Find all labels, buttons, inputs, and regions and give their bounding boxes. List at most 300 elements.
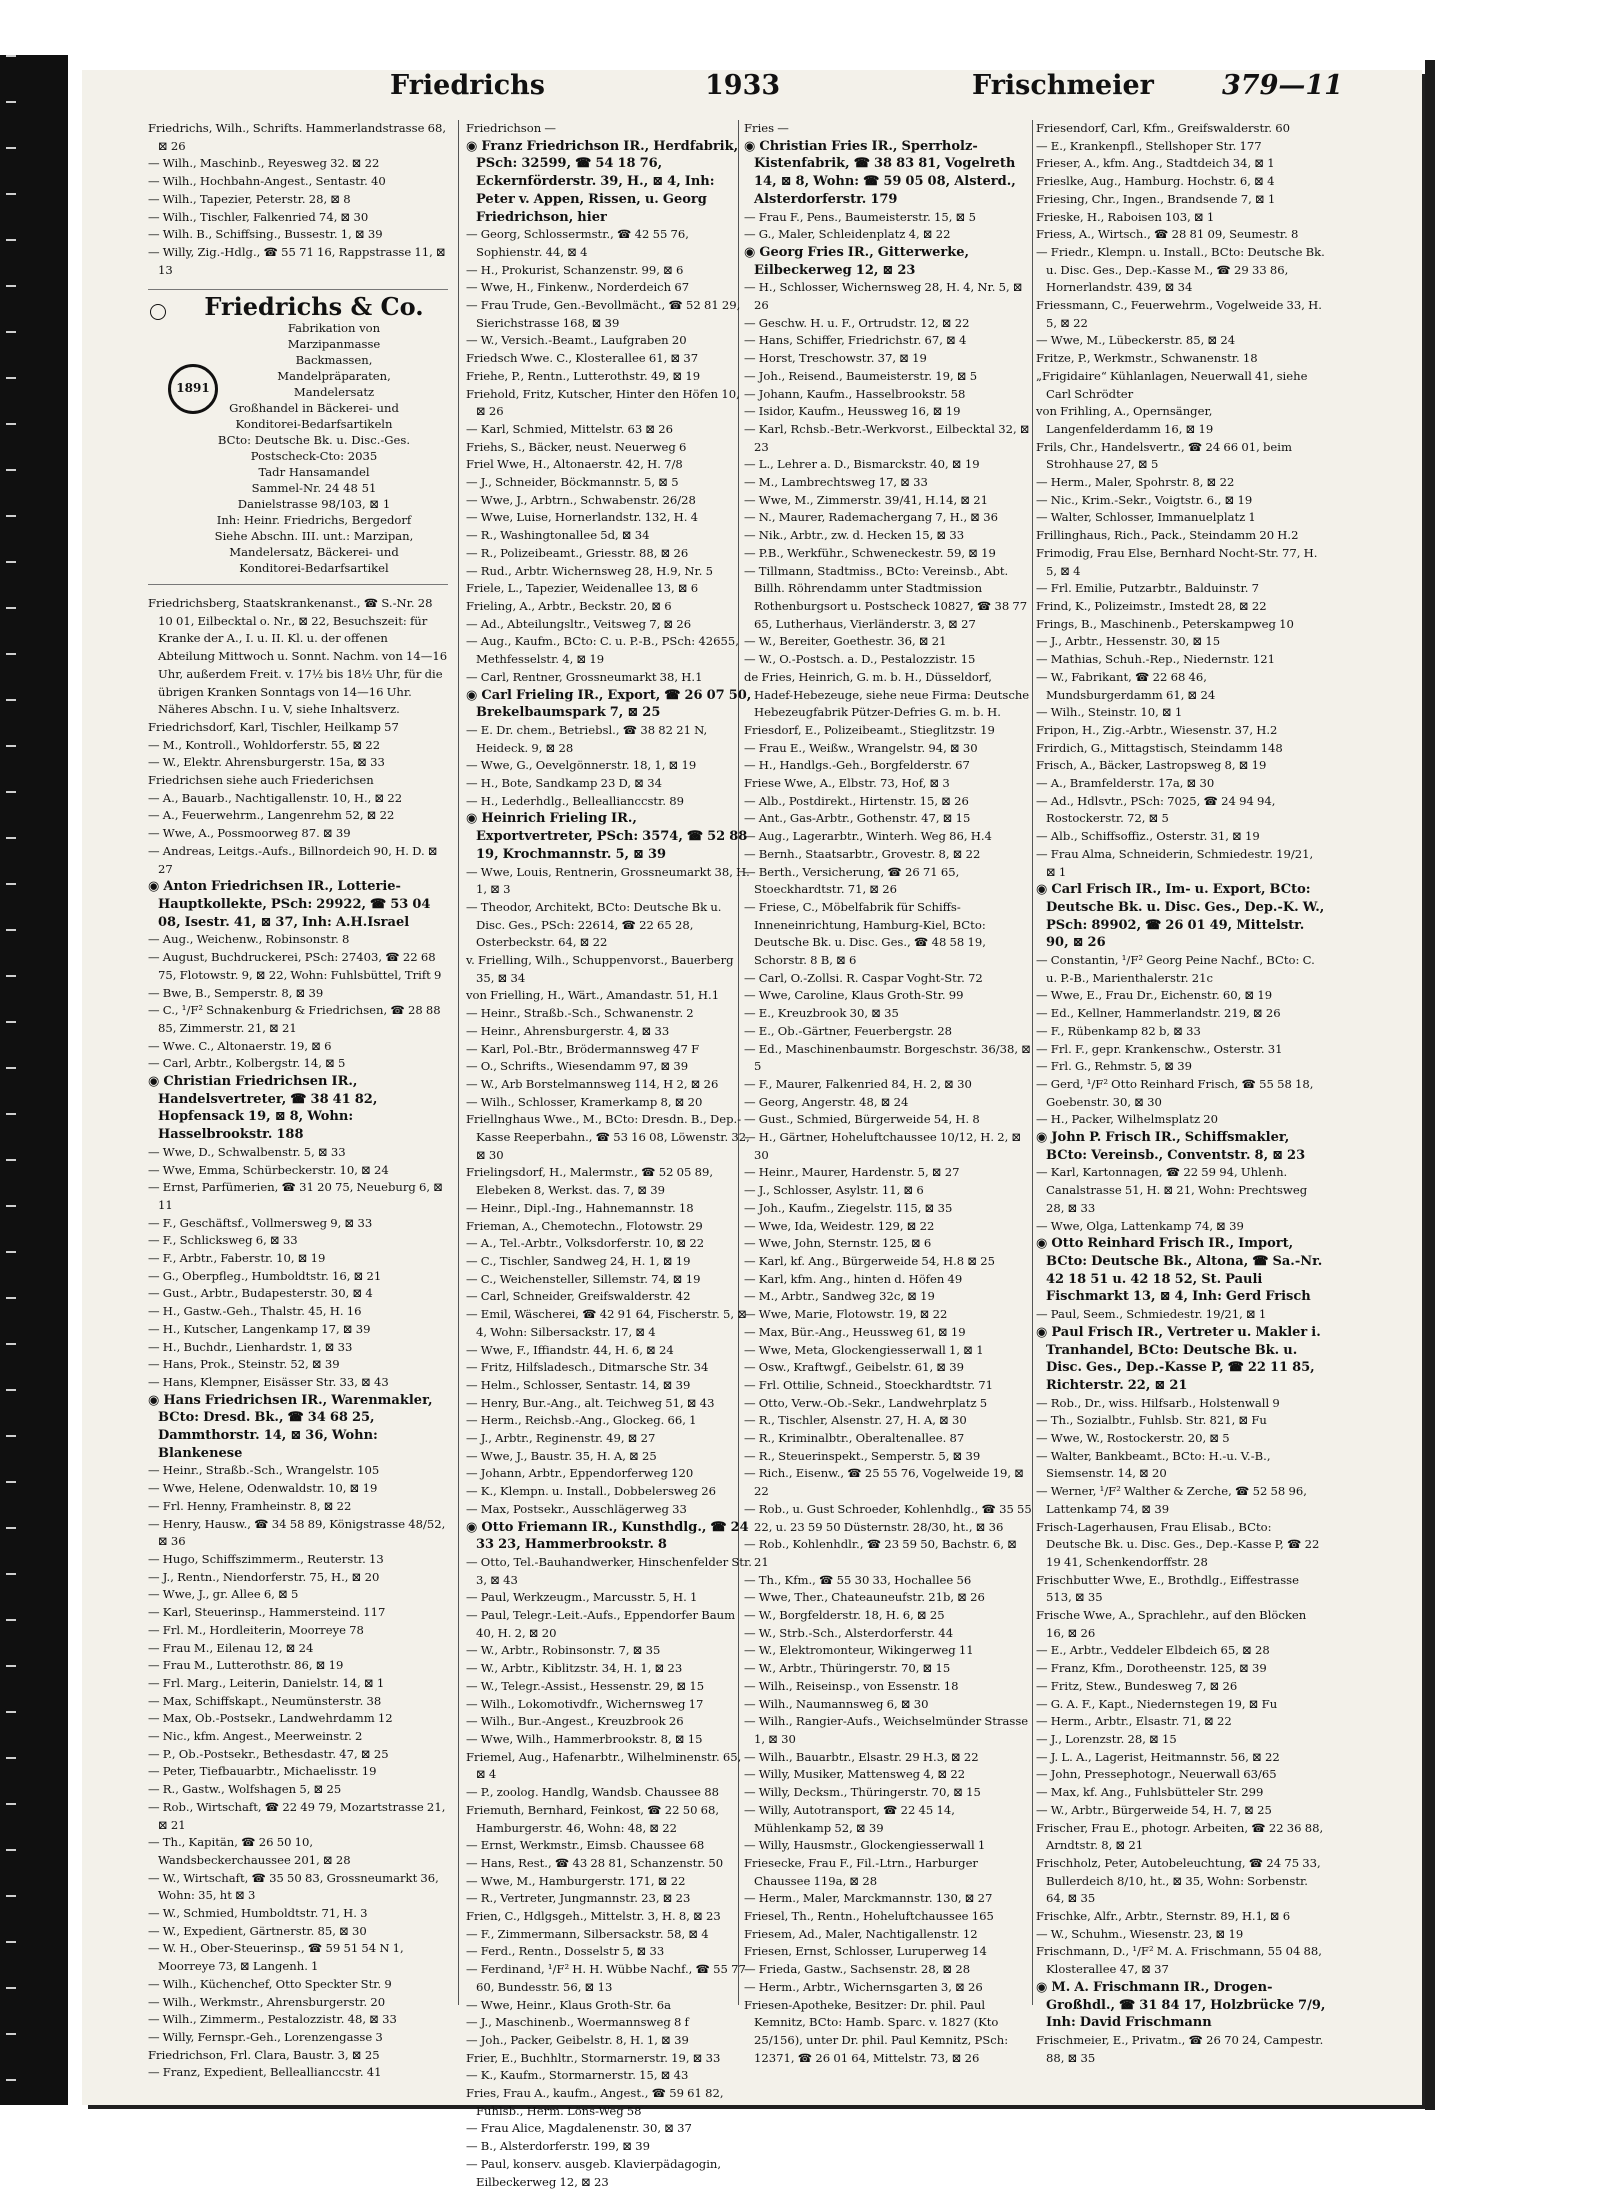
directory-entry: — Wilh., Tischler, Falkenried 74, ⊠ 30 [148,209,369,224]
directory-entry: — Friedr., Klempn. u. Install., BCto: Deutsche Bk. u. Disc. Ges., Dep.-Kasse M., ☎ 29 33 86, Hornerlandstr. 439, ⊠ 34 [1036,244,1325,295]
directory-entry: — Wilh., Küchenchef, Otto Speckter Str. 9 [148,1976,392,1991]
column-3-entries [744,120,1032,2067]
ad-line: Danielstrasse 98/103, ⊠ 1 [237,497,391,512]
directory-entry: — E., Krankenpfl., Stellshoper Str. 177 [1036,138,1262,153]
directory-entry: Friesen-Apotheke, Besitzer: Dr. phil. Paul Kemnitz, BCto: Hamb. Sparc. v. 1827 (Kto 25/156), unter Dr. phil. Paul Kemnitz, PSch: 12371, ☎ 26 01 64, Mittelstr. 73, ⊠ 26 [744,1997,1009,2065]
directory-entry: — F., Rübenkamp 82 b, ⊠ 33 [1036,1023,1201,1038]
directory-entry: — B., Alsterdorferstr. 199, ⊠ 39 [466,2139,650,2154]
directory-entry: — Georg, Schlossermstr., ☎ 42 55 76, Sophienstr. 44, ⊠ 4 [466,227,689,259]
directory-entry: Frieling, A., Arbtr., Beckstr. 20, ⊠ 6 [466,598,672,613]
directory-entry: — Wilh., Reiseinsp., von Essenstr. 18 [744,1678,959,1693]
directory-entry: — Constantin, ¹/F² Georg Peine Nachf., BCto: C. u. P.-B., Marienthalerstr. 21c [1036,953,1315,985]
directory-entry: Friess, A., Wirtsch., ☎ 28 81 09, Seumestr. 8 [1036,227,1299,242]
directory-entry: — Berth., Versicherung, ☎ 26 71 65, Stoeckhardtstr. 71, ⊠ 26 [744,864,960,897]
directory-entry: — Max, Bür.-Ang., Heussweg 61, ⊠ 19 [744,1324,966,1339]
ad-line: Konditorei-Bedarfsartikel [239,561,389,576]
directory-entry: — Tillmann, Stadtmiss., BCto: Vereinsb., Abt. Billh. Röhrendamm unter Stadtmission Rothenburgsort u. Postscheck 10827, ☎ 38 77 65, Lutherhaus, Vierländerstr. 3, ⊠ 27 [744,563,1028,631]
directory-entry: — Ernst, Werkmstr., Eimsb. Chaussee 68 [466,1838,705,1853]
directory-entry: — Joh., Packer, Geibelstr. 8, H. 1, ⊠ 39 [466,2032,689,2047]
directory-entry: — Paul, Telegr.-Leit.-Aufs., Eppendorfer Baum 40, H. 2, ⊠ 20 [466,1608,736,1640]
directory-entry: — Wwe, Louis, Rentnerin, Grossneumarkt 38, H. 1, ⊠ 3 [466,864,750,897]
ad-line: BCto: Deutsche Bk. u. Disc.-Ges. [217,433,411,448]
directory-entry: — Max, Schiffskapt., Neumünsterstr. 38 [148,1693,382,1708]
directory-entry: Friesem, Ad., Maler, Nachtigallenstr. 12 [744,1926,978,1941]
directory-entry: Friehe, P., Rentn., Lutterothstr. 49, ⊠ 19 [466,368,701,383]
directory-entry: Friesecke, Frau F., Fil.-Ltrn., Harburger Chaussee 119a, ⊠ 28 [744,1855,978,1888]
directory-entry: — J., Arbtr., Reginenstr. 49, ⊠ 27 [466,1431,656,1446]
directory-entry: — F., Arbtr., Faberstr. 10, ⊠ 19 [148,1251,326,1266]
directory-entry: Frischbutter Wwe, E., Brothdlg., Eiffestrasse 513, ⊠ 35 [1036,1572,1299,1605]
ad-line: Marzipanmasse [287,337,381,352]
logo-year: 1891 [176,381,210,396]
directory-entry: — J., Rentn., Niendorferstr. 75, H., ⊠ 20 [148,1569,380,1584]
directory-entry: — Joh., Reisend., Baumeisterstr. 19, ⊠ 5 [744,368,978,383]
directory-entry: — Ed., Kellner, Hammerlandstr. 219, ⊠ 26 [1036,1006,1281,1021]
directory-entry: — Carl, Arbtr., Kolbergstr. 14, ⊠ 5 [148,1056,346,1071]
directory-entry: — Isidor, Kaufm., Heussweg 16, ⊠ 19 [744,404,961,419]
directory-entry: Frils, Chr., Handelsvertr., ☎ 24 66 01, beim Strohhause 27, ⊠ 5 [1036,439,1292,472]
directory-entry: — Wwe, M., Lübeckerstr. 85, ⊠ 24 [1036,333,1236,348]
directory-entry: — Karl, Steuerinsp., Hammersteind. 117 [148,1605,386,1620]
directory-entry: — Wwe, A., Possmoorweg 87. ⊠ 39 [148,826,351,841]
page-header [0,70,1600,106]
directory-entry: — Aug., Weichenw., Robinsonstr. 8 [148,932,350,947]
directory-entry: — Wilh., Werkmstr., Ahrensburgerstr. 20 [148,1994,386,2009]
directory-entry: — H., Gastw.-Geh., Thalstr. 45, H. 16 [148,1304,362,1319]
directory-column-2 [466,120,752,2189]
column-divider [1032,120,1033,2005]
company-logo [168,364,218,414]
directory-entry: — W., Wirtschaft, ☎ 35 50 83, Grossneumarkt 36, Wohn: 35, ht ⊠ 3 [148,1870,439,1903]
directory-entry: — W., Arbtr., Bürgerweide 54, H. 7, ⊠ 25 [1036,1802,1272,1817]
directory-entry: Frien, C., Hdlgsgeh., Mittelstr. 3, H. 8, ⊠ 23 [466,1909,721,1924]
directory-entry: — Fritz, Hilfsladesch., Ditmarsche Str. 34 [466,1360,709,1375]
directory-entry: — H., Handlgs.-Geh., Borgfelderstr. 67 [744,758,970,773]
directory-entry: — Hans, Rest., ☎ 43 28 81, Schanzenstr. 50 [466,1855,724,1870]
directory-entry: — Herm., Arbtr., Wichernsgarten 3, ⊠ 26 [744,1979,983,1994]
directory-entry: — C., Weichensteller, Sillemstr. 74, ⊠ 19 [466,1271,701,1286]
directory-entry: — Frl. Emilie, Putzarbtr., Balduinstr. 7 [1036,581,1259,596]
directory-entry: — Ferdinand, ¹/F² H. H. Wübbe Nachf., ☎ 55 77 60, Bundesstr. 56, ⊠ 13 [466,1962,746,1994]
directory-entry: — Frl. Marg., Leiterin, Danielstr. 14, ⊠ 1 [148,1675,385,1690]
column-4-entries [1036,120,1326,2067]
directory-entry: Frisch, A., Bäcker, Lastropsweg 8, ⊠ 19 [1036,758,1267,773]
directory-entry: — Wwe, W., Rostockerstr. 20, ⊠ 5 [1036,1431,1230,1446]
directory-entry: — Frau Trude, Gen.-Bevollmächt., ☎ 52 81 29, Sierichstrasse 168, ⊠ 39 [466,298,741,330]
directory-entry: — W., Schuhm., Wiesenstr. 23, ⊠ 19 [1036,1926,1244,1941]
directory-entry: — W., Elektr. Ahrensburgerstr. 15a, ⊠ 33 [148,755,385,770]
directory-entry: — Hans, Klempner, Eisässer Str. 33, ⊠ 43 [148,1374,389,1389]
directory-entry: Friedrichson, Frl. Clara, Baustr. 3, ⊠ 25 [148,2047,380,2062]
ad-line: Konditorei-Bedarfsartikeln [235,417,393,432]
directory-entry: — Wwe, E., Frau Dr., Eichenstr. 60, ⊠ 19 [1036,988,1273,1003]
directory-entry: — W., Telegr.-Assist., Hessenstr. 29, ⊠ 15 [466,1678,705,1693]
directory-entry: — Otto, Tel.-Bauhandwerker, Hinschenfelder Str. 3, ⊠ 43 [466,1554,752,1587]
directory-entry: Frischmann, D., ¹/F² M. A. Frischmann, 55 04 88, Klosterallee 47, ⊠ 37 [1036,1944,1322,1977]
directory-entry: — W., Expedient, Gärtnerstr. 85, ⊠ 30 [148,1923,367,1938]
directory-entry: Frischke, Alfr., Arbtr., Sternstr. 89, H.1, ⊠ 6 [1036,1909,1291,1924]
directory-entry: — Wwe, Caroline, Klaus Groth-Str. 99 [744,988,964,1003]
directory-entry: ◉ Christian Fries IR., Sperrholz-Kistenfabrik, ☎ 38 83 81, Vogelreth 14, ⊠ 8, Wohn: ☎ 59 05 08, Alsterd., Alsterdorferstr. 179 [744,138,1016,207]
directory-entry: Friehs, S., Bäcker, neust. Neuerweg 6 [466,439,687,454]
directory-entry: — O., Schrifts., Wiesendamm 97, ⊠ 39 [466,1059,689,1074]
directory-entry: — Horst, Treschowstr. 37, ⊠ 19 [744,351,927,366]
directory-entry: — G., Maler, Schleidenplatz 4, ⊠ 22 [744,227,951,242]
directory-entry: — August, Buchdruckerei, PSch: 27403, ☎ 22 68 75, Flotowstr. 9, ⊠ 22, Wohn: Fuhlsbüttel, Trift 9 [148,950,442,982]
directory-entry: — A., Tel.-Arbtr., Volksdorferstr. 10, ⊠ 22 [466,1236,705,1251]
ad-line: Mandelersatz, Bäckerei- und [229,545,399,560]
directory-entry: — Wwe. C., Altonaerstr. 19, ⊠ 6 [148,1038,332,1053]
directory-entry: „Frigidaire“ Kühlanlagen, Neuerwall 41, siehe Carl Schrödter [1036,368,1308,401]
directory-entry: Friese Wwe, A., Elbstr. 73, Hof, ⊠ 3 [744,776,950,791]
directory-entry: — Wilh., Naumannsweg 6, ⊠ 30 [744,1696,929,1711]
directory-entry: de Fries, Heinrich, G. m. b. H., Düsseldorf, Hadef-Hebezeuge, siehe neue Firma: Deutsche Hebezeugfabrik Pützer-Defries G. m. b. H. [744,669,1030,720]
directory-entry: — H., Packer, Wilhelmsplatz 20 [1036,1112,1219,1127]
scan-ruler-ticks [6,55,16,2105]
directory-entry: Friesen, Ernst, Schlosser, Luruperweg 14 [744,1944,987,1959]
directory-entry: — Karl, Kartonnagen, ☎ 22 59 94, Uhlenh. Canalstrasse 51, H. ⊠ 21, Wohn: Prechtsweg 28, ⊠ 33 [1036,1165,1308,1215]
directory-entry: — Georg, Angerstr. 48, ⊠ 24 [744,1094,909,1109]
directory-entry: — Rich., Eisenw., ☎ 25 55 76, Vogelweide 19, ⊠ 22 [744,1466,1024,1499]
directory-entry: — Alb., Schiffsoffiz., Osterstr. 31, ⊠ 19 [1036,829,1260,844]
directory-entry: — R., Tischler, Alsenstr. 27, H. A, ⊠ 30 [744,1413,967,1428]
ad-line: Mandelersatz [293,385,375,400]
directory-entry: — R., Gastw., Wolfshagen 5, ⊠ 25 [148,1782,342,1797]
directory-entry: Friedrichsen siehe auch Friederichsen [148,773,374,788]
directory-column-4 [1036,120,1326,2065]
directory-entry: — Karl, kf. Ang., Bürgerweide 54, H.8 ⊠ 25 [744,1254,996,1268]
directory-entry: — P.B., Werkführ., Schweneckestr. 59, ⊠ 19 [744,545,996,560]
directory-entry: Frimodig, Frau Else, Bernhard Nocht-Str. 77, H. 5, ⊠ 4 [1036,545,1318,578]
directory-entry: — Paul, Seem., Schmiedestr. 19/21, ⊠ 1 [1036,1307,1267,1322]
ad-line: Siehe Abschn. III. unt.: Marzipan, [214,529,414,544]
directory-entry: — W., Elektromonteur, Wikingerweg 11 [744,1643,974,1658]
directory-entry: — Ferd., Rentn., Dosselstr 5, ⊠ 33 [466,1944,665,1959]
directory-entry: — Wwe, Heinr., Klaus Groth-Str. 6a [466,1997,672,2012]
directory-entry: — W., Borgfelderstr. 18, H. 6, ⊠ 25 [744,1608,945,1623]
directory-entry: — Joh., Kaufm., Ziegelstr. 115, ⊠ 35 [744,1200,953,1215]
directory-entry: — Wilh. B., Schiffsing., Bussestr. 1, ⊠ 39 [148,227,383,242]
directory-entry: — R., Kriminalbtr., Oberaltenallee. 87 [744,1431,965,1446]
directory-entry: — Theodor, Architekt, BCto: Deutsche Bk u. Disc. Ges., PSch: 22614, ☎ 22 65 28, Osterbeckstr. 64, ⊠ 22 [466,899,722,950]
directory-entry: — Frau M., Eilenau 12, ⊠ 24 [148,1640,314,1655]
directory-entry: Fries, Frau A., kaufm., Angest., ☎ 59 61 82, Fuhlsb., Herm. Löns-Weg 58 [466,2086,724,2118]
directory-entry: — Wwe, Ther., Chateauneufstr. 21b, ⊠ 26 [744,1590,985,1605]
directory-entry: ◉ M. A. Frischmann IR., Drogen-Großhdl., ☎ 31 84 17, Holzbrücke 7/9, Inh: David Frischmann [1036,1979,1326,2031]
directory-entry: — Rob., u. Gust Schroeder, Kohlenhdlg., ☎ 35 55 22, u. 23 59 50 Düsternstr. 28/30, ht., ⊠ 36 [744,1501,1032,1534]
directory-entry: — Wilh., Zimmerm., Pestalozzistr. 48, ⊠ 33 [148,2012,397,2027]
directory-entry: — Frau F., Pens., Baumeisterstr. 15, ⊠ 5 [744,209,976,224]
directory-entry: — Wwe, John, Sternstr. 125, ⊠ 6 [744,1236,932,1251]
directory-entry: — Johann, Kaufm., Hasselbrookstr. 58 [744,386,966,401]
directory-entry: — Carl, Rentner, Grossneumarkt 38, H.1 [466,669,703,684]
directory-entry: — Gerd, ¹/F² Otto Reinhard Frisch, ☎ 55 58 18, Goebenstr. 30, ⊠ 30 [1036,1076,1314,1109]
directory-entry: — Th., Kapitän, ☎ 26 50 10, Wandsbeckerchaussee 201, ⊠ 28 [148,1835,351,1867]
advertisement-friedrichs-co [148,289,448,585]
directory-entry: — Andreas, Leitgs.-Aufs., Billnordeich 90, H. D. ⊠ 27 [148,843,438,876]
directory-entry: — Carl, O.-Zollsi. R. Caspar Voght-Str. 72 [744,970,983,985]
directory-entry: — Ant., Gas-Arbtr., Gothenstr. 47, ⊠ 15 [744,811,971,826]
directory-entry: — Geschw. H. u. F., Ortrudstr. 12, ⊠ 22 [744,315,970,330]
header-year: 1933 [705,70,781,101]
directory-entry: — Emil, Wäscherei, ☎ 42 91 64, Fischerstr. 5, ⊠ 4, Wohn: Silbersackstr. 17, ⊠ 4 [466,1307,747,1339]
directory-entry: Frischholz, Peter, Autobeleuchtung, ☎ 24 75 33, Bullerdeich 8/10, ht., ⊠ 35, Wohn: Sorbenstr. 64, ⊠ 35 [1036,1855,1321,1906]
directory-entry: — Ad., Abteilungsltr., Veitsweg 7, ⊠ 26 [466,616,692,631]
directory-entry: — Heinr., Straßb.-Sch., Wrangelstr. 105 [148,1463,380,1478]
directory-entry: — Helm., Schlosser, Sentastr. 14, ⊠ 39 [466,1377,691,1392]
directory-entry: — M., Arbtr., Sandweg 32c, ⊠ 19 [744,1289,935,1304]
directory-entry: — Nic., Krim.-Sekr., Voigtstr. 6., ⊠ 19 [1036,492,1253,507]
directory-entry: — Mathias, Schuh.-Rep., Niedernstr. 121 [1036,652,1276,667]
directory-entry: — K., Kaufm., Stormarnerstr. 15, ⊠ 43 [466,2068,689,2083]
directory-entry: — John, Pressephotogr., Neuerwall 63/65 [1036,1767,1277,1782]
directory-entry: — Karl, Rchsb.-Betr.-Werkvorst., Eilbecktal 32, ⊠ 23 [744,421,1030,454]
directory-entry: — Otto, Verw.-Ob.-Sekr., Landwehrplatz 5 [744,1395,988,1410]
ad-line: Inh: Heinr. Friedrichs, Bergedorf [216,513,412,528]
directory-entry: v. Frielling, Wilh., Schuppenvorst., Bauerberg 35, ⊠ 34 [466,953,734,985]
directory-entry: — Hans, Schiffer, Friedrichstr. 67, ⊠ 4 [744,333,967,348]
directory-entry: — Wwe, Marie, Flotowstr. 19, ⊠ 22 [744,1307,948,1322]
header-page-number: 379—11 [1222,70,1343,101]
directory-entry: — H., Kutscher, Langenkamp 17, ⊠ 39 [148,1321,371,1336]
header-right-word: Frischmeier [972,70,1154,101]
directory-entry: — H., Gärtner, Hoheluftchaussee 10/12, H. 2, ⊠ 30 [744,1130,1022,1162]
directory-entry: — Wwe, Meta, Glockengiesserwall 1, ⊠ 1 [744,1342,984,1357]
directory-entry: — Heinr., Straßb.-Sch., Schwanenstr. 2 [466,1006,694,1021]
directory-entry: — Wilh., Steinstr. 10, ⊠ 1 [1036,705,1183,720]
directory-entry: — H., Lederhdlg., Belleallianccstr. 89 [466,793,684,808]
directory-entry: — Wwe, M., Zimmerstr. 39/41, H.14, ⊠ 21 [744,492,989,507]
directory-entry: — Wwe, Wilh., Hammerbrookstr. 8, ⊠ 15 [466,1731,703,1746]
directory-entry: — Frau M., Lutterothstr. 86, ⊠ 19 [148,1658,344,1673]
directory-entry: Friesel, Th., Rentn., Hoheluftchaussee 165 [744,1909,994,1924]
directory-entry: — J. L. A., Lagerist, Heitmannstr. 56, ⊠ 22 [1036,1749,1280,1764]
directory-entry: — J., Lorenzstr. 28, ⊠ 15 [1036,1731,1177,1746]
directory-entry: — C., ¹/F² Schnakenburg & Friedrichsen, ☎ 28 88 85, Zimmerstr. 21, ⊠ 21 [148,1003,441,1035]
directory-entry: — Henry, Bur.-Ang., alt. Teichweg 51, ⊠ 43 [466,1395,715,1410]
directory-entry: — W., Arbtr., Robinsonstr. 7, ⊠ 35 [466,1643,661,1658]
directory-entry: — Wwe, Luise, Hornerlandstr. 132, H. 4 [466,510,699,525]
directory-entry: Friemuth, Bernhard, Feinkost, ☎ 22 50 68, Hamburgerstr. 46, Wohn: 48, ⊠ 22 [466,1802,720,1835]
directory-entry: — Aug., Kaufm., BCto: C. u. P.-B., PSch: 42655, Methfesselstr. 4, ⊠ 19 [466,634,739,667]
directory-entry: Frisch-Lagerhausen, Frau Elisab., BCto: Deutsche Bk. u. Disc. Ges., Dep.-Kasse P, ☎ 22 19 41, Schenkendorffstr. 28 [1036,1519,1320,1569]
directory-entry: ◉ Christian Friedrichsen IR., Handelsvertreter, ☎ 38 41 82, Hopfensack 19, ⊠ 8, Wohn: Hasselbrookstr. 188 [148,1074,378,1143]
directory-entry: — Max, Postsekr., Ausschlägerweg 33 [466,1501,687,1516]
directory-entry: — A., Bauarb., Nachtigallenstr. 10, H., ⊠ 22 [148,790,403,805]
directory-entry: — E., Ob.-Gärtner, Feuerbergstr. 28 [744,1023,953,1038]
directory-entry: — R., Washingtonallee 5d, ⊠ 34 [466,528,650,543]
directory-entry: — F., Schlicksweg 6, ⊠ 33 [148,1233,298,1248]
directory-entry: Friedsch Wwe. C., Klosterallee 61, ⊠ 37 [466,351,699,366]
directory-entry: — Wwe, J., gr. Allee 6, ⊠ 5 [148,1587,299,1602]
directory-entry: — E. Dr. chem., Betriebsl., ☎ 38 82 21 N, Heideck. 9, ⊠ 28 [466,722,708,755]
directory-entry: — Frau Alice, Magdalenenstr. 30, ⊠ 37 [466,2121,692,2136]
directory-entry: — H., Buchdr., Lienhardstr. 1, ⊠ 33 [148,1339,353,1354]
directory-entry: — Heinr., Maurer, Hardenstr. 5, ⊠ 27 [744,1165,960,1180]
directory-entry: — Willy, Autotransport, ☎ 22 45 14, Mühlenkamp 52, ⊠ 39 [744,1802,955,1835]
directory-entry: — Paul, konserv. ausgeb. Klavierpädagogin, Eilbeckerweg 12, ⊠ 23 [466,2156,722,2189]
directory-entry: — M., Lambrechtsweg 17, ⊠ 33 [744,475,928,490]
directory-entry: — Frau Alma, Schneiderin, Schmiedestr. 19/21, ⊠ 1 [1036,846,1314,879]
ad-line: Mandelpräparaten, [277,369,391,384]
directory-entry: — Wwe, J., Arbtrn., Schwabenstr. 26/28 [466,492,696,507]
directory-entry: — G. A. F., Kapt., Niedernstegen 19, ⊠ Fu [1036,1696,1278,1711]
directory-entry: — Peter, Tiefbauarbtr., Michaelisstr. 19 [148,1764,377,1779]
directory-entry: — W., Bereiter, Goethestr. 36, ⊠ 21 [744,634,947,649]
directory-entry: — H., Prokurist, Schanzenstr. 99, ⊠ 6 [466,262,684,277]
directory-entry: — J., Maschinenb., Woermannsweg 8 f [466,2015,689,2030]
ad-line: Tadr Hansamandel [258,465,370,480]
directory-entry: — Bwe, B., Semperstr. 8, ⊠ 39 [148,985,324,1000]
directory-entry: ◉ Carl Frieling IR., Export, ☎ 26 07 50, Brekelbaumspark 7, ⊠ 25 [466,687,752,721]
directory-entry: — Frau E., Weißw., Wrangelstr. 94, ⊠ 30 [744,740,978,755]
directory-entry: — Frl. G., Rehmstr. 5, ⊠ 39 [1036,1059,1193,1074]
directory-entry: — R., Steuerinspekt., Semperstr. 5, ⊠ 39 [744,1448,981,1463]
ad-line: Postscheck-Cto: 2035 [250,449,378,464]
directory-entry: — Franz, Kfm., Dorotheenstr. 125, ⊠ 39 [1036,1661,1267,1676]
directory-entry: — E., Kreuzbrook 30, ⊠ 35 [744,1006,899,1021]
directory-entry: ◉ Heinrich Frieling IR., Exportvertreter, PSch: 3574, ☎ 52 88 19, Krochmannstr. 5, ⊠ 39 [466,811,748,862]
directory-entry: — Willy, Zig.-Hdlg., ☎ 55 71 16, Rappstrasse 11, ⊠ 13 [148,244,446,277]
directory-entry: Friedrichs, Wilh., Schrifts. Hammerlandstrasse 68, ⊠ 26 [148,121,447,153]
directory-entry: — Rob., Dr., wiss. Hilfsarb., Holstenwall 9 [1036,1395,1280,1410]
directory-entry: — M., Kontroll., Wohldorferstr. 55, ⊠ 22 [148,737,381,752]
ad-line: Backmassen, [295,353,373,368]
directory-entry: — W., Strb.-Sch., Alsterdorferstr. 44 [744,1625,954,1640]
directory-entry: ◉ Franz Friedrichson IR., Herdfabrik, PSch: 32599, ☎ 54 18 76, Eckernförderstr. 39, H., ⊠ 4, Inh: Peter v. Appen, Rissen, u. Georg Friedrichson, hier [466,138,739,225]
directory-entry: Frische Wwe, A., Sprachlehr., auf den Blöcken 16, ⊠ 26 [1036,1608,1307,1640]
directory-entry: — Wilh., Tapezier, Peterstr. 28, ⊠ 8 [148,191,351,206]
scan-border-left [0,55,68,2105]
directory-entry: — W. H., Ober-Steuerinsp., ☎ 59 51 54 N 1, Moorreye 73, ⊠ Langenh. 1 [148,1941,404,1974]
directory-entry: — Ernst, Parfümerien, ☎ 31 20 75, Neueburg 6, ⊠ 11 [148,1180,443,1212]
directory-entry: ◉ Otto Friemann IR., Kunsthdlg., ☎ 24 33 23, Hammerbrookstr. 8 [466,1519,749,1553]
directory-entry: — H., Schlosser, Wichernsweg 28, H. 4, Nr. 5, ⊠ 26 [744,280,1023,313]
directory-entry: — Nik., Arbtr., zw. d. Hecken 15, ⊠ 33 [744,528,965,543]
directory-entry: — Willy, Hausmstr., Glockengiesserwall 1 [744,1838,986,1853]
directory-entry: ◉ Georg Fries IR., Gitterwerke, Eilbeckerweg 12, ⊠ 23 [744,244,970,278]
directory-entry: — L., Lehrer a. D., Bismarckstr. 40, ⊠ 19 [744,457,980,472]
directory-entry: — P., zoolog. Handlg, Wandsb. Chaussee 88 [466,1785,719,1800]
directory-entry: — W., Versich.-Beamt., Laufgraben 20 [466,333,687,348]
directory-entry: — Hugo, Schiffszimmerm., Reuterstr. 13 [148,1552,384,1566]
directory-entry: Frirdich, G., Mittagstisch, Steindamm 148 [1036,740,1283,755]
ad-body [184,320,444,576]
directory-entry: ◉ John P. Frisch IR., Schiffsmakler, BCto: Vereinsb., Conventstr. 8, ⊠ 23 [1036,1130,1306,1163]
directory-entry: Frischmeier, E., Privatm., ☎ 26 70 24, Campestr. 88, ⊠ 35 [1036,2032,1324,2065]
directory-entry: — Karl, Pol.-Btr., Brödermannsweg 47 F [466,1041,700,1056]
directory-entry: — Wilh., Hochbahn-Angest., Sentastr. 40 [148,174,386,189]
directory-entry: — Franz, Expedient, Belleallianccstr. 41 [148,2065,382,2080]
directory-entry: — Th., Sozialbtr., Fuhlsb. Str. 821, ⊠ Fu [1036,1413,1267,1428]
directory-entry: — W., Schmied, Humboldtstr. 71, H. 3 [148,1906,368,1921]
registered-firm-icon [150,304,166,320]
column-1-entries-top [148,120,448,279]
directory-entry: — W., Arb Borstelmannsweg 114, H 2, ⊠ 26 [466,1076,719,1091]
directory-entry: — Wwe, D., Schwalbenstr. 5, ⊠ 33 [148,1144,346,1159]
directory-entry: Friesendorf, Carl, Kfm., Greifswalderstr. 60 [1036,121,1291,135]
directory-entry: — Heinr., Dipl.-Ing., Hahnemannstr. 18 [466,1200,694,1215]
directory-entry: — Carl, Schneider, Greifswalderstr. 42 [466,1289,691,1304]
directory-entry: — R., Polizeibeamt., Griesstr. 88, ⊠ 26 [466,545,689,560]
directory-entry: — Wwe, J., Baustr. 35, H. A, ⊠ 25 [466,1448,657,1463]
directory-entry: ◉ Otto Reinhard Frisch IR., Import, BCto: Deutsche Bk., Altona, ☎ Sa.-Nr. 42 18 51 u. 42 18 52, St. Pauli Fischmarkt 13, ⊠ 4, Inh: Gerd Frisch [1036,1236,1323,1305]
directory-entry: — Gust., Schmied, Bürgerweide 54, H. 8 [744,1112,980,1127]
directory-entry: — Ad., Hdlsvtr., PSch: 7025, ☎ 24 94 94, Rostockerstr. 72, ⊠ 5 [1036,793,1276,826]
directory-entry: Frind, K., Polizeimstr., Imstedt 28, ⊠ 22 [1036,598,1267,613]
directory-entry: Friel Wwe, H., Altonaerstr. 42, H. 7/8 [466,457,683,472]
directory-entry: — Friese, C., Möbelfabrik für Schiffs-Inneneinrichtung, Hamburg-Kiel, BCto: Deutsche Bk. u. Disc. Ges., ☎ 48 58 19, Schorstr. 8 B, ⊠ 6 [744,899,986,968]
directory-entry: Frischer, Frau E., photogr. Arbeiten, ☎ 22 36 88, Arndtstr. 8, ⊠ 21 [1036,1820,1324,1853]
directory-entry: Frier, E., Buchhltr., Stormarnerstr. 19, ⊠ 33 [466,2050,721,2065]
directory-entry: — J., Schlosser, Asylstr. 11, ⊠ 6 [744,1183,924,1198]
directory-entry: — W., Arbtr., Thüringerstr. 70, ⊠ 15 [744,1661,951,1676]
column-2-entries [466,120,752,2191]
directory-entry: — Rud., Arbtr. Wichernsweg 28, H.9, Nr. 5 [466,563,714,578]
directory-entry: Fritze, P., Werkmstr., Schwanenstr. 18 [1036,351,1258,366]
directory-entry: — Frl. Henny, Framheinstr. 8, ⊠ 22 [148,1498,352,1513]
directory-entry: — Ed., Maschinenbaumstr. Borgeschstr. 36/38, ⊠ 5 [744,1041,1031,1074]
directory-entry: — F., Geschäftsf., Vollmersweg 9, ⊠ 33 [148,1215,373,1230]
directory-entry: — J., Schneider, Böckmannstr. 5, ⊠ 5 [466,475,679,490]
directory-entry: — Herm., Maler, Spohrstr. 8, ⊠ 22 [1036,475,1235,490]
directory-entry: — E., Arbtr., Veddeler Elbdeich 65, ⊠ 28 [1036,1643,1270,1658]
directory-entry: — Fritz, Stew., Bundesweg 7, ⊠ 26 [1036,1678,1238,1693]
directory-column-1 [148,120,448,2080]
directory-entry: — Wwe, Olga, Lattenkamp 74, ⊠ 39 [1036,1218,1244,1233]
directory-entry: — P., Ob.-Postsekr., Bethesdastr. 47, ⊠ 25 [148,1746,389,1761]
ad-line: Fabrikation von [287,321,381,336]
directory-entry: — Nic., kfm. Angest., Meerweinstr. 2 [148,1729,363,1744]
directory-entry: — H., Bote, Sandkamp 23 D, ⊠ 34 [466,776,662,791]
directory-entry: Frieske, H., Raboisen 103, ⊠ 1 [1036,209,1215,224]
directory-entry: Frieslke, Aug., Hamburg. Hochstr. 6, ⊠ 4 [1036,174,1275,189]
directory-entry: — Herm., Maler, Marckmannstr. 130, ⊠ 27 [744,1891,993,1906]
directory-entry: — Wilh., Bauarbtr., Elsastr. 29 H.3, ⊠ 22 [744,1749,979,1764]
directory-entry: ◉ Paul Frisch IR., Vertreter u. Makler i. Tranhandel, BCto: Deutsche Bk. u. Disc. Ges., Dep.-Kasse P, ☎ 22 11 85, Richterstr. 22, ⊠ 21 [1036,1324,1321,1393]
column-divider [458,120,459,2005]
directory-entry: von Frielling, H., Wärt., Amandastr. 51, H.1 [466,988,720,1003]
directory-entry: — Willy, Fernspr.-Geh., Lorenzengasse 3 [148,2029,383,2044]
directory-entry: — Wilh., Lokomotivdfr., Wichernsweg 17 [466,1696,704,1711]
directory-entry: — F., Zimmermann, Silbersackstr. 58, ⊠ 4 [466,1926,709,1941]
directory-entry: Frillinghaus, Rich., Pack., Steindamm 20 H.2 [1036,528,1299,543]
directory-entry: — Wwe, Ida, Weidestr. 129, ⊠ 22 [744,1218,935,1233]
directory-entry: ◉ Carl Frisch IR., Im- u. Export, BCto: Deutsche Bk. u. Disc. Ges., Dep.-K. W., PSch: 89902, ☎ 26 01 49, Mittelstr. 90, ⊠ 26 [1036,882,1325,951]
directory-entry: — Frl. F., gepr. Krankenschw., Osterstr. 31 [1036,1041,1283,1056]
directory-entry: — Osw., Kraftwgf., Geibelstr. 61, ⊠ 39 [744,1360,965,1375]
directory-entry: — Wwe, Helene, Odenwaldstr. 10, ⊠ 19 [148,1481,378,1496]
directory-entry: — W., O.-Postsch. a. D., Pestalozzistr. 15 [744,652,976,667]
directory-entry: Frings, B., Maschinenb., Peterskampweg 10 [1036,616,1294,631]
directory-entry: Friellnghaus Wwe., M., BCto: Dresdn. B., Dep.-Kasse Reeperbahn., ☎ 53 16 08, Löwenstr. 32, ⊠ 30 [466,1112,750,1162]
directory-entry: — Frieda, Gastw., Sachsenstr. 28, ⊠ 28 [744,1962,971,1977]
directory-entry: — J., Arbtr., Hessenstr. 30, ⊠ 15 [1036,634,1221,649]
ad-line: Sammel-Nr. 24 48 51 [251,481,377,496]
directory-entry: Friessmann, C., Feuerwehrm., Vogelweide 33, H. 5, ⊠ 22 [1036,298,1322,330]
directory-entry: — G., Oberpfleg., Humboldtstr. 16, ⊠ 21 [148,1268,382,1283]
directory-entry: Friesdorf, E., Polizeibeamt., Stieglitzstr. 19 [744,722,995,737]
directory-entry: — Max, kf. Ang., Fuhlsbütteler Str. 299 [1036,1785,1264,1800]
ad-line: Großhandel in Bäckerei- und [229,401,399,416]
directory-entry: — Henry, Hausw., ☎ 34 58 89, Königstrasse 48/52, ⊠ 36 [148,1516,446,1549]
directory-entry: — Herm., Reichsb.-Ang., Glockeg. 66, 1 [466,1413,697,1428]
directory-entry: — Werner, ¹/F² Walther & Zerche, ☎ 52 58 96, Lattenkamp 74, ⊠ 39 [1036,1484,1307,1516]
directory-entry: von Frihling, A., Opernsänger, Langenfelderdamm 16, ⊠ 19 [1036,404,1214,436]
directory-entry: — Wwe, F., Iffiandstr. 44, H. 6, ⊠ 24 [466,1342,674,1357]
directory-entry: Friedrichson — [466,121,556,135]
directory-entry: — Walter, Bankbeamt., BCto: H.-u. V.-B., Siemsenstr. 14, ⊠ 20 [1036,1448,1271,1481]
